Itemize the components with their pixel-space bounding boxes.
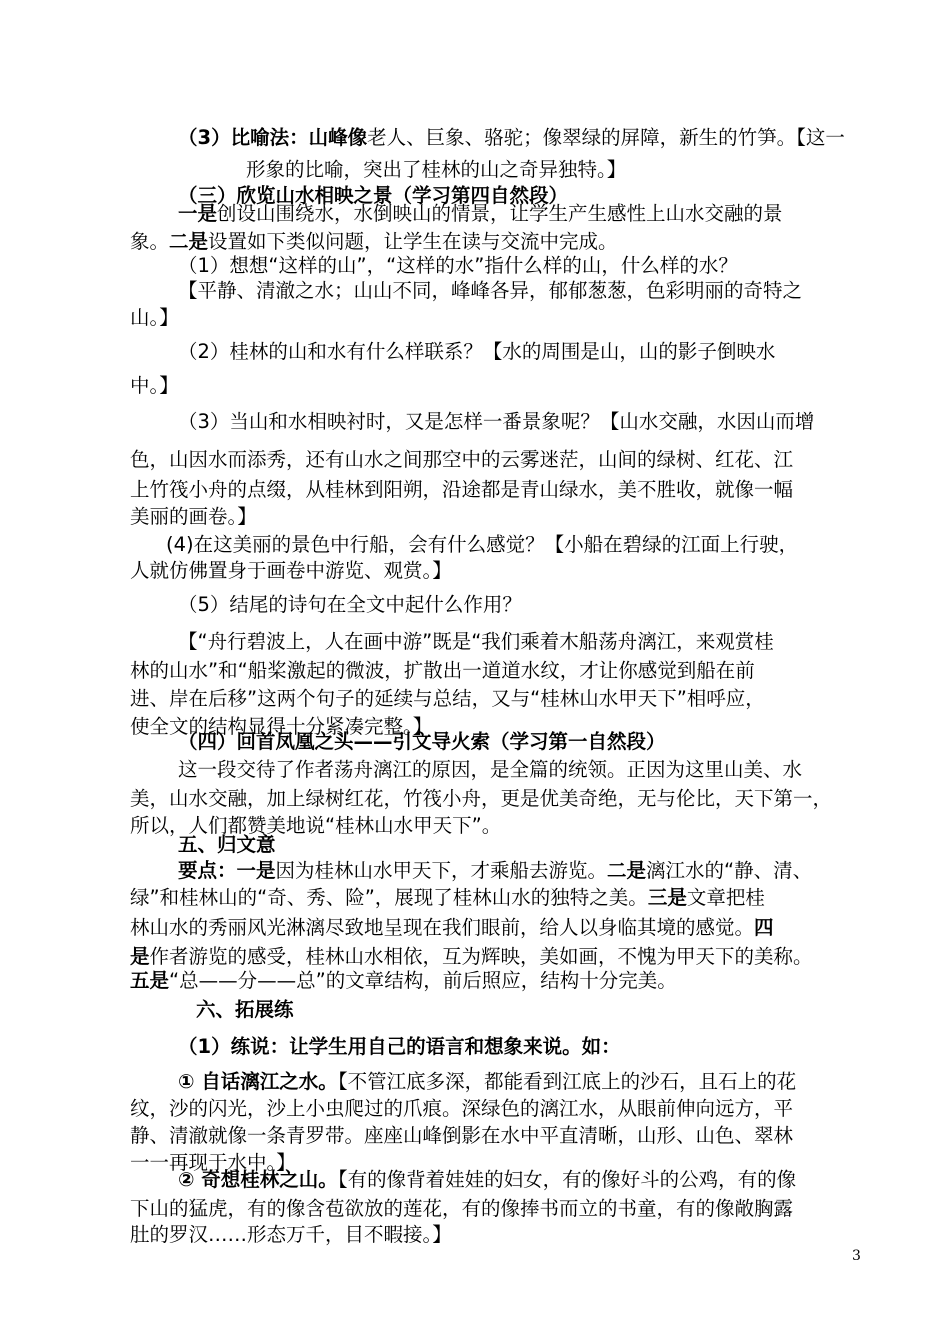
text: 所以，人们都赞美地说“桂林山水甲天下”。 — [130, 814, 502, 837]
text: 创设山围绕水，水倒映山的情景，让学生产生感性上山水交融的景 — [217, 202, 783, 225]
bold-text: （3）比喻法：山峰像 — [178, 126, 368, 149]
text: 肚的罗汉……形态万千，目不暇接。】 — [130, 1223, 452, 1246]
text: 下山的猛虎，有的像含苞欲放的莲花，有的像捧书而立的书童，有的像敞胸露 — [130, 1197, 794, 1220]
text: 这一段交待了作者荡舟漓江的原因，是全篇的统领。正因为这里山美、水 — [178, 758, 803, 781]
text-line — [130, 303, 870, 333]
text: 作者游览的感受，桂林山水相依，互为辉映，美如画，不愧为甲天下的美称。 — [149, 945, 813, 968]
text: 色，山因水而添秀，还有山水之间那空中的云雾迷茫，山间的绿树、红花、江 — [130, 448, 794, 471]
bold-text: 是 — [130, 945, 150, 968]
text-line — [178, 1032, 870, 1062]
text: 上竹筏小舟的点缀，从桂林到阳朔，沿途都是青山绿水，美不胜收，就像一幅 — [130, 478, 794, 501]
text: 进、岸在后移”这两个句子的延续与总结，又与“桂林山水甲天下”相呼应， — [130, 687, 765, 710]
text: 一一再现于水中。】 — [130, 1151, 296, 1174]
text-line — [130, 913, 870, 943]
text: 美，山水交融，加上绿树红花，竹筏小舟，更是优美奇绝，无与伦比，天下第一， — [130, 787, 833, 810]
text: 中。】 — [130, 374, 179, 397]
text-line — [130, 1220, 870, 1250]
text-line — [178, 727, 870, 757]
text: 【“舟行碧波上，人在画中游”既是“我们乘着木船荡舟漓江，来观赏桂 — [178, 630, 774, 653]
page-number: 3 — [852, 1248, 861, 1264]
text-line — [178, 1067, 870, 1097]
text-line — [130, 502, 870, 532]
text-line — [178, 123, 870, 153]
text: 林的山水”和“船桨激起的微波，扩散出一道道水纹，才让你感觉到船在前 — [130, 659, 755, 682]
text-line — [130, 1094, 870, 1124]
bold-text: 一是 — [178, 202, 218, 225]
bold-text: 要点：一是 — [178, 859, 276, 882]
text: （2）桂林的山和水有什么样联系？【水的周围是山，山的影子倒映水 — [178, 340, 776, 363]
text: （3）当山和水相映衬时，又是怎样一番景象呢？【山水交融，水因山而增 — [178, 410, 815, 433]
bold-text: 四 — [754, 916, 774, 939]
bold-text: 五、归文意 — [178, 833, 276, 856]
text-line — [178, 337, 870, 367]
text-line — [130, 1121, 870, 1151]
text: 漓江水的“静、清、 — [646, 859, 813, 882]
text: (4)在这美丽的景色中行船，会有什么感觉？【小船在碧绿的江面上行驶， — [166, 533, 799, 556]
bold-text: （1）练说：让学生用自己的语言和想象来说。如： — [178, 1035, 621, 1058]
text-line — [178, 627, 870, 657]
text: 山。】 — [130, 306, 179, 329]
text: 象。 — [130, 230, 170, 253]
text-line — [130, 475, 870, 505]
text: 绿”和桂林山的“奇、秀、险”，展现了桂林山水的独特之美。 — [130, 886, 648, 909]
text-line — [178, 755, 870, 785]
text: 【有的像背着娃娃的妇女，有的像好斗的公鸡，有的像 — [337, 1168, 797, 1191]
bold-text: ① 自话漓江之水。 — [178, 1070, 338, 1093]
bold-text: ② 奇想桂林之山。 — [178, 1168, 338, 1191]
text-line — [196, 995, 870, 1025]
text-line — [178, 407, 870, 437]
text-line — [130, 371, 870, 401]
bold-text: （三）欣览山水相映之景（学习第四自然段） — [178, 184, 569, 207]
text-line — [130, 684, 870, 714]
bold-text: 六、拓展练 — [196, 998, 294, 1021]
text: 人就仿佛置身于画卷中游览、观赏。】 — [130, 559, 452, 582]
text-line — [130, 656, 870, 686]
text: 文章把桂 — [686, 886, 765, 909]
text-line — [130, 784, 870, 814]
text-line — [178, 1165, 870, 1195]
text: 林山水的秀丽风光淋漓尽致地呈现在我们眼前，给人以身临其境的感觉。 — [130, 916, 755, 939]
text-line — [178, 199, 870, 229]
text: 设置如下类似问题，让学生在读与交流中完成。 — [208, 230, 618, 253]
text: 因为桂林山水甲天下，才乘船去游览。 — [275, 859, 608, 882]
text: “总——分——总”的文章结构，前后照应，结构十分完美。 — [169, 969, 677, 992]
bold-text: 三是 — [647, 886, 687, 909]
text: 老人、巨象、骆驼；像翠绿的屏障，新生的竹笋。【这一 — [367, 126, 845, 149]
text: （5）结尾的诗句在全文中起什么作用？ — [178, 593, 522, 616]
text: 静、清澈就像一条青罗带。座座山峰倒影在水中平直清晰，山形、山色、翠林 — [130, 1124, 794, 1147]
text: 【不管江底多深，都能看到江底上的沙石，且石上的花 — [337, 1070, 797, 1093]
bold-text: 五是 — [130, 969, 170, 992]
text-line — [130, 966, 870, 996]
bold-text: 二是 — [169, 230, 209, 253]
text: 形象的比喻，突出了桂林的山之奇异独特。】 — [246, 158, 627, 181]
text-line — [130, 445, 870, 475]
text-line — [178, 590, 870, 620]
text: （1）想想“这样的山”，“这样的水”指什么样的山，什么样的水？ — [178, 254, 738, 277]
text-line — [178, 276, 870, 306]
text: 美丽的画卷。】 — [130, 505, 257, 528]
text-line — [178, 856, 870, 886]
text: 使全文的结构显得十分紧凑完整。】 — [130, 715, 433, 738]
text-line — [130, 556, 870, 586]
text: 【平静、清澈之水；山山不同，峰峰各异，郁郁葱葱，色彩明丽的奇特之 — [178, 279, 803, 302]
bold-text: 二是 — [607, 859, 647, 882]
bold-text: （四）回首凤凰之头——引文导火索（学习第一自然段） — [178, 730, 666, 753]
text-line — [130, 883, 870, 913]
text: 纹，沙的闪光，沙上小虫爬过的爪痕。深绿色的漓江水，从眼前伸向远方，平 — [130, 1097, 794, 1120]
